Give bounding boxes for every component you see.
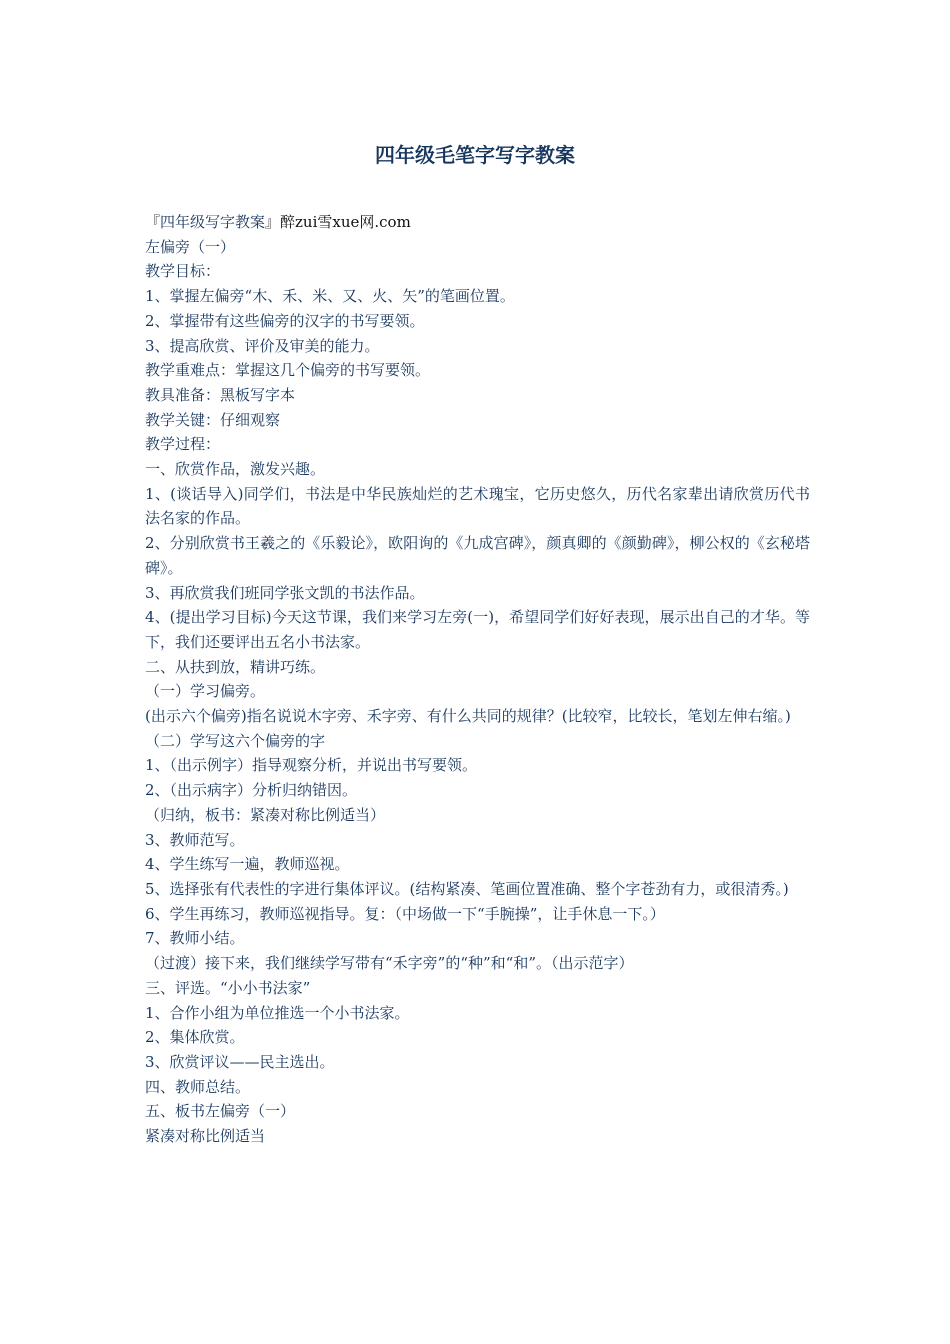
body-paragraph: 4、(提出学习目标)今天这节课，我们来学习左旁(一)，希望同学们好好表现，展示出自己的才华。等下，我们还要评出五名小书法家。 bbox=[145, 608, 810, 651]
body-paragraph: 教具准备：黑板写字本 bbox=[145, 385, 296, 404]
body-paragraph: 2、分别欣赏书王羲之的《乐毅论》，欧阳询的《九成宫碑》，颜真卿的《颜勤碑》，柳公权的《玄秘塔碑》。 bbox=[145, 534, 810, 577]
body-paragraph: 1、(谈话导入)同学们，书法是中华民族灿烂的艺术瑰宝，它历史悠久，历代名家辈出请欣赏历代书法名家的作品。 bbox=[145, 484, 810, 528]
source-line bbox=[145, 210, 810, 235]
body-paragraph: 一、欣赏作品，激发兴趣。 bbox=[145, 460, 326, 479]
source-site-text: 』醉zui雪xue网.com bbox=[265, 213, 411, 231]
body-paragraph: 2、集体欣赏。 bbox=[145, 1028, 245, 1047]
body-paragraph: （归纳，板书：紧凑对称比例适当） bbox=[145, 805, 386, 824]
body-paragraph: 教学目标： bbox=[145, 262, 221, 281]
body-paragraph: 3、欣赏评议——民主选出。 bbox=[145, 1052, 335, 1071]
body-paragraph: （过渡）接下来，我们继续学写带有“禾字旁”的“种”和“和”。（出示范字） bbox=[145, 954, 634, 973]
document-title: 四年级毛笔字写字教案 bbox=[375, 143, 575, 167]
body-paragraph: 四、教师总结。 bbox=[145, 1077, 251, 1096]
body-paragraph: 二、从扶到放，精讲巧练。 bbox=[145, 657, 326, 676]
body-paragraph: 教学过程： bbox=[145, 435, 221, 454]
body-paragraph: 5、选择张有代表性的字进行集体评议。(结构紧凑、笔画位置准确、整个字苍劲有力，或很清秀。) bbox=[145, 879, 789, 898]
body-paragraph: 1、（出示例字）指导观察分析，并说出书写要领。 bbox=[145, 756, 478, 775]
body-paragraph: （一）学习偏旁。 bbox=[145, 682, 266, 701]
document-body bbox=[145, 210, 810, 1149]
body-paragraph: 4、学生练写一遍，教师巡视。 bbox=[145, 855, 350, 874]
body-paragraph: 教学重难点：掌握这几个偏旁的书写要领。 bbox=[145, 361, 431, 380]
body-paragraph: 3、再欣赏我们班同学张文凯的书法作品。 bbox=[145, 583, 425, 602]
body-paragraph: 2、掌握带有这些偏旁的汉字的书写要领。 bbox=[145, 311, 425, 330]
body-paragraph: 2、（出示病字）分析归纳错因。 bbox=[145, 781, 358, 800]
body-paragraph: 三、评选。“小小书法家” bbox=[145, 978, 311, 997]
source-open-bracket: 『 bbox=[145, 213, 161, 231]
body-paragraph: 3、提高欣赏、评价及审美的能力。 bbox=[145, 336, 380, 355]
body-paragraph: 五、板书左偏旁（一） bbox=[145, 1102, 296, 1121]
body-paragraph: （二）学写这六个偏旁的字 bbox=[145, 731, 326, 750]
body-paragraph: 1、掌握左偏旁“木、禾、米、又、火、矢”的笔画位置。 bbox=[145, 287, 515, 306]
source-link[interactable]: 四年级写字教案 bbox=[160, 213, 266, 231]
body-paragraph: 教学关键：仔细观察 bbox=[145, 410, 281, 429]
body-paragraph: 紧凑对称比例适当 bbox=[145, 1127, 266, 1146]
body-paragraph: (出示六个偏旁)指名说说木字旁、禾字旁、有什么共同的规律？(比较窄，比较长，笔划左伸右缩。) bbox=[145, 707, 791, 726]
body-paragraph: 左偏旁（一） bbox=[145, 237, 236, 256]
body-paragraph: 1、合作小组为单位推选一个小书法家。 bbox=[145, 1003, 410, 1022]
body-paragraph: 3、教师范写。 bbox=[145, 830, 245, 849]
body-paragraph: 7、教师小结。 bbox=[145, 929, 245, 948]
body-paragraph: 6、学生再练习，教师巡视指导。复：（中场做一下“手腕操”，让手休息一下。） bbox=[145, 904, 665, 923]
